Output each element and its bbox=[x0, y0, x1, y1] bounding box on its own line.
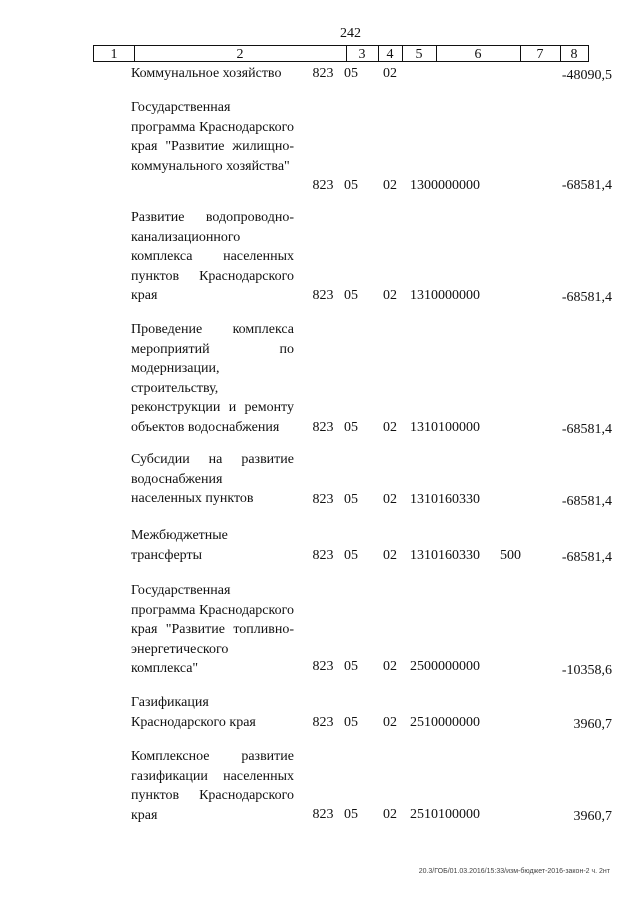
row-code-5: 02 bbox=[383, 807, 397, 822]
row-description: Газификация Краснодарского края bbox=[131, 695, 256, 730]
row-code-6: 1310100000 bbox=[410, 420, 480, 435]
row-description: Межбюджетные трансферты bbox=[131, 528, 228, 563]
column-header-7: 7 bbox=[520, 46, 561, 61]
row-amount: -68581,4 bbox=[561, 550, 612, 565]
row-code-4: 05 bbox=[344, 715, 358, 730]
document-footer: 20.3/ГОБ/01.03.2016/15:33/изм-бюджет-2016-закон-2 ч. 2нт bbox=[418, 868, 610, 875]
row-description: Проведение комплекса мероприятий по модернизации, строительству, реконструкции и ремонту объектов водоснабжения bbox=[131, 322, 294, 435]
row-code-3: 823 bbox=[312, 715, 334, 730]
row-code-6: 1310160330 bbox=[410, 492, 480, 507]
column-header-3: 3 bbox=[346, 46, 379, 61]
row-code-4: 05 bbox=[344, 66, 358, 81]
row-description: Коммунальное хозяйство bbox=[131, 66, 282, 81]
page-number: 242 bbox=[340, 26, 361, 41]
row-amount: -68581,4 bbox=[561, 178, 612, 193]
row-amount: -10358,6 bbox=[561, 663, 612, 678]
column-header-8: 8 bbox=[570, 47, 578, 62]
row-amount: -68581,4 bbox=[561, 494, 612, 509]
row-amount: -48090,5 bbox=[561, 68, 612, 83]
row-code-5: 02 bbox=[383, 178, 397, 193]
row-code-4: 05 bbox=[344, 659, 358, 674]
row-code-4: 05 bbox=[344, 492, 358, 507]
column-header-4: 4 bbox=[378, 46, 403, 61]
row-code-3: 823 bbox=[312, 66, 334, 81]
row-code-4: 05 bbox=[344, 548, 358, 563]
row-code-3: 823 bbox=[312, 659, 334, 674]
row-amount: -68581,4 bbox=[561, 422, 612, 437]
row-code-3: 823 bbox=[312, 178, 334, 193]
row-code-5: 02 bbox=[383, 548, 397, 563]
row-amount: -68581,4 bbox=[561, 290, 612, 305]
row-code-4: 05 bbox=[344, 807, 358, 822]
row-code-4: 05 bbox=[344, 288, 358, 303]
column-header-5: 5 bbox=[402, 46, 437, 61]
row-description: Государственная программа Краснодарского края "Развитие топливно-энергетического комплекса" bbox=[131, 583, 294, 676]
row-amount: 3960,7 bbox=[573, 717, 612, 732]
row-amount: 3960,7 bbox=[573, 809, 612, 824]
row-code-6: 2510000000 bbox=[410, 715, 480, 730]
row-code-6: 2500000000 bbox=[410, 659, 480, 674]
row-code-3: 823 bbox=[312, 420, 334, 435]
row-code-3: 823 bbox=[312, 807, 334, 822]
row-code-7: 500 bbox=[500, 548, 521, 563]
column-header-2: 2 bbox=[134, 46, 347, 61]
row-code-6: 1310160330 bbox=[410, 548, 480, 563]
row-description: Государственная программа Краснодарского края "Развитие жилищно-коммунального хозяйства" bbox=[131, 100, 294, 174]
row-code-5: 02 bbox=[383, 659, 397, 674]
row-code-5: 02 bbox=[383, 492, 397, 507]
row-code-4: 05 bbox=[344, 178, 358, 193]
column-header-1: 1 bbox=[94, 46, 135, 61]
row-code-6: 2510100000 bbox=[410, 807, 480, 822]
row-code-3: 823 bbox=[312, 548, 334, 563]
column-header-row bbox=[93, 45, 589, 62]
row-code-5: 02 bbox=[383, 715, 397, 730]
column-header-6: 6 bbox=[436, 46, 521, 61]
row-code-5: 02 bbox=[383, 66, 397, 81]
row-code-3: 823 bbox=[312, 288, 334, 303]
row-code-4: 05 bbox=[344, 420, 358, 435]
row-description: Развитие водопроводно-канализационного комплекса населенных пунктов Краснодарского края bbox=[131, 210, 294, 303]
row-description: Субсидии на развитие водоснабжения населенных пунктов bbox=[131, 452, 294, 506]
row-code-5: 02 bbox=[383, 288, 397, 303]
row-code-3: 823 bbox=[312, 492, 334, 507]
row-code-6: 1300000000 bbox=[410, 178, 480, 193]
row-code-6: 1310000000 bbox=[410, 288, 480, 303]
row-description: Комплексное развитие газификации населенных пунктов Краснодарского края bbox=[131, 749, 294, 823]
row-code-5: 02 bbox=[383, 420, 397, 435]
